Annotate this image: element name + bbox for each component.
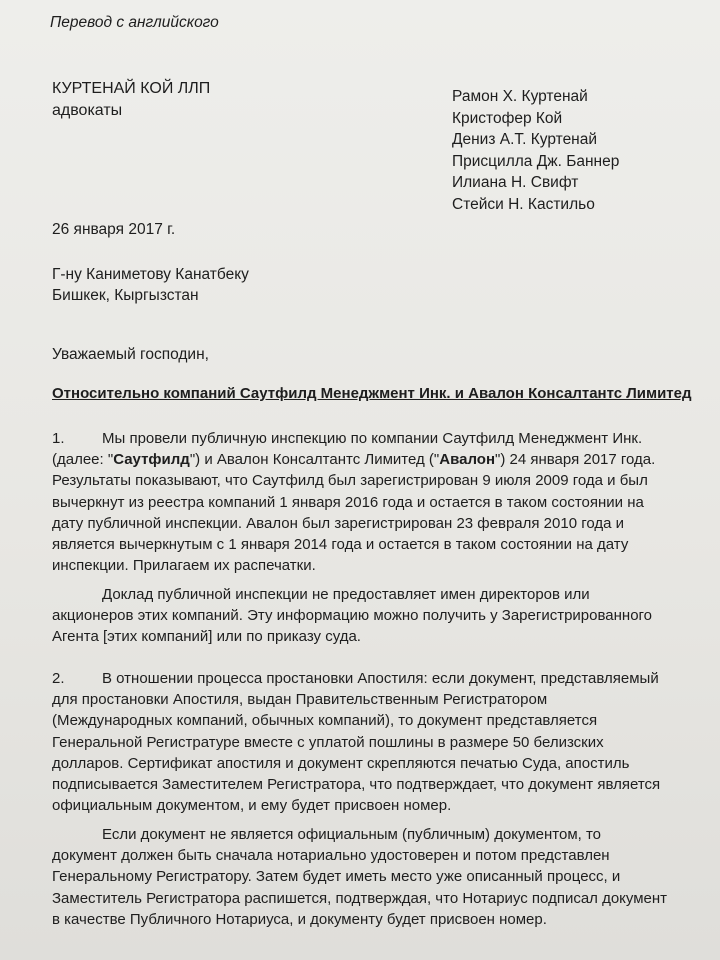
paragraph-text: ") и Авалон Консалтантс Лимитед ("	[189, 451, 440, 469]
paragraph-line	[52, 584, 674, 605]
paragraph-line: официальным документом, и ему будет присвоен номер.	[52, 797, 452, 815]
paragraph-line: подписывается Заместителем Регистратора, что подтверждает, что документ является	[52, 776, 661, 794]
paragraph-2-continued	[52, 824, 674, 930]
partner-name: Присцилла Дж. Баннер	[452, 152, 620, 170]
paragraph-line: Агента [этих компаний] или по приказу суда.	[52, 628, 361, 646]
paragraph-number: 1.	[52, 430, 65, 447]
firm-block	[52, 78, 210, 122]
addressee-block	[52, 264, 249, 306]
paragraph-text: Мы провели публичную инспекцию по компании Саутфилд Менеджмент Инк.	[102, 430, 643, 447]
partner-name: Илиана Н. Свифт	[452, 174, 579, 192]
paragraph-text: В отношении процесса простановки Апостиля: если документ, представляемый	[102, 670, 659, 687]
partner-name: Рамон Х. Куртенай	[452, 88, 588, 105]
paragraph-line: инспекции. Прилагаем их распечатки.	[52, 557, 316, 575]
paragraph-line: Генеральному Регистратору. Затем будет иметь место уже описанный процесс, и	[52, 868, 621, 886]
partner-name: Стейси Н. Кастильо	[452, 195, 595, 213]
defined-term-avalon: Авалон	[439, 451, 496, 469]
paragraph-line: акционеров этих компаний. Эту информацию можно получить у Зарегистрированного	[52, 607, 653, 625]
paragraph-text: ") 24 января 2017 года.	[495, 451, 656, 469]
addressee-location: Бишкек, Кыргызстан	[52, 287, 199, 304]
paragraph-line: является вычеркнутым с 1 января 2014 года и остается в таком состоянии на дату	[52, 536, 629, 554]
partner-name: Кристофер Кой	[452, 109, 563, 127]
paragraph-line: Генеральной Регистратуре вместе с уплатой пошлины в размере 50 белизских	[52, 733, 604, 751]
paragraph-line	[52, 449, 674, 470]
defined-term-southfield: Саутфилд	[113, 451, 190, 469]
paragraph-text: Если документ не является официальным (публичным) документом, то	[102, 826, 602, 843]
paragraph-number: 2.	[52, 670, 65, 687]
paragraph-line	[52, 668, 674, 689]
paragraph-line	[52, 428, 674, 449]
letter-date: 26 января 2017 г.	[52, 221, 176, 238]
paragraph-line: вычеркнут из реестра компаний 1 января 2016 года и остается в таком состоянии на	[52, 493, 644, 511]
paragraph-line: дату публичной инспекции. Авалон был зарегистрирован 23 февраля 2010 года и	[52, 514, 625, 532]
paragraph-text: (далее: "	[52, 451, 114, 469]
partner-name: Дениз А.Т. Куртенай	[452, 131, 598, 149]
paragraph-line: в качестве Публичного Нотариуса, и документу будет присвоен номер.	[52, 910, 547, 928]
subject-line: Относительно компаний Саутфилд Менеджмент Инк. и Авалон Консалтантс Лимитед	[52, 385, 692, 402]
paragraph-1-continued	[52, 584, 674, 648]
paragraph-line: Заместитель Регистратора распишется, подтверждая, что Нотариус подписал документ	[52, 889, 668, 907]
partners-list	[452, 86, 619, 216]
paragraph-text: Доклад публичной инспекции не предоставляет имен директоров или	[102, 586, 590, 603]
addressee-name: Г-ну Каниметову Канатбеку	[52, 266, 249, 283]
firm-type: адвокаты	[52, 102, 123, 119]
firm-name: КУРТЕНАЙ КОЙ ЛЛП	[52, 80, 211, 97]
paragraph-line: (Международных компаний, обычных компаний), то документ представляется	[52, 712, 598, 730]
paragraph-line: для простановки Апостиля, выдан Правительственным Регистратором	[52, 691, 548, 709]
paragraph-line	[52, 824, 674, 845]
paragraph-line: документ должен быть сначала нотариально удостоверен и потом представлен	[52, 847, 610, 865]
paragraph-line: долларов. Сертификат апостиля и документ скрепляются печатью Суда, апостиль	[52, 754, 630, 772]
paragraph-2	[52, 668, 674, 816]
paragraph-line: Результаты показывают, что Саутфилд был зарегистрирован 9 июля 2009 года и был	[52, 472, 648, 490]
salutation: Уважаемый господин,	[52, 346, 209, 363]
paragraph-1	[52, 428, 674, 576]
translation-note: Перевод с английского	[50, 14, 219, 31]
